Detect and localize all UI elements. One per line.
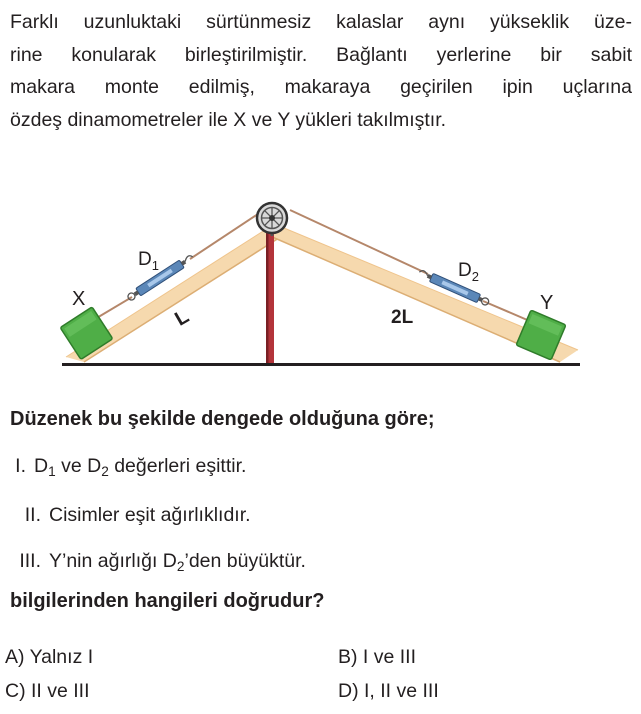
statement-3-number: III. [19,550,41,572]
statement-1-sub: 1 [48,464,56,480]
intro-line: özdeş dinamometreler ile X ve Y yükleri takılmıştır. [10,108,447,131]
label-d1 [138,249,159,273]
label-right-length: 2L [391,307,414,328]
choice-b[interactable]: B) I ve III [338,646,417,668]
question-stem: Düzenek bu şekilde dengede olduğuna göre; [10,408,435,430]
statement-2-number: II. [24,504,41,526]
statement-1 [15,455,247,480]
label-d2 [458,260,479,284]
statement-1-number: I. [15,455,26,477]
left-plank-edge [84,236,282,362]
question-closing: bilgilerinden hangileri doğrudur? [10,590,325,612]
statement-2 [24,504,251,527]
label-d1-subscript: 1 [151,258,159,273]
statement-1-part: değerleri eşittir. [108,455,247,477]
statement-3-part: ’den büyüktür. [184,550,306,572]
label-left-length: L [171,305,193,331]
label-y: Y [540,292,554,314]
support-pole-shadow [266,232,269,363]
statement-3 [19,550,306,575]
label-x: X [72,288,86,310]
pulley-incline-figure [0,190,641,380]
choice-d[interactable]: D) I, II ve III [338,680,439,702]
intro-paragraph [10,6,632,136]
statement-1-part: ve D [55,455,102,477]
label-d1-letter: D [138,249,152,270]
statement-1-part: D [34,455,49,477]
label-d2-letter: D [458,260,472,281]
intro-line: Farklı uzunluktaki sürtünmesiz kalaslar aynı yükseklik üze- [10,11,632,33]
block-x [60,307,113,360]
statement-3-part: Y’nin ağırlığı D [49,550,177,572]
statement-3-sub: 2 [176,559,185,575]
statement-1-sub: 2 [101,464,109,480]
statement-2-text: Cisimler eşit ağırlıklıdır. [49,504,251,526]
choice-a[interactable]: A) Yalnız I [5,646,94,668]
label-d2-subscript: 2 [471,269,479,284]
intro-line: makara monte edilmiş, makaraya geçirilen ipin uçlarına [10,76,632,98]
intro-line: rine konularak birleştirilmiştir. Bağlantı yerlerine bir sabit [10,43,632,66]
choice-c[interactable]: C) II ve III [5,680,90,702]
